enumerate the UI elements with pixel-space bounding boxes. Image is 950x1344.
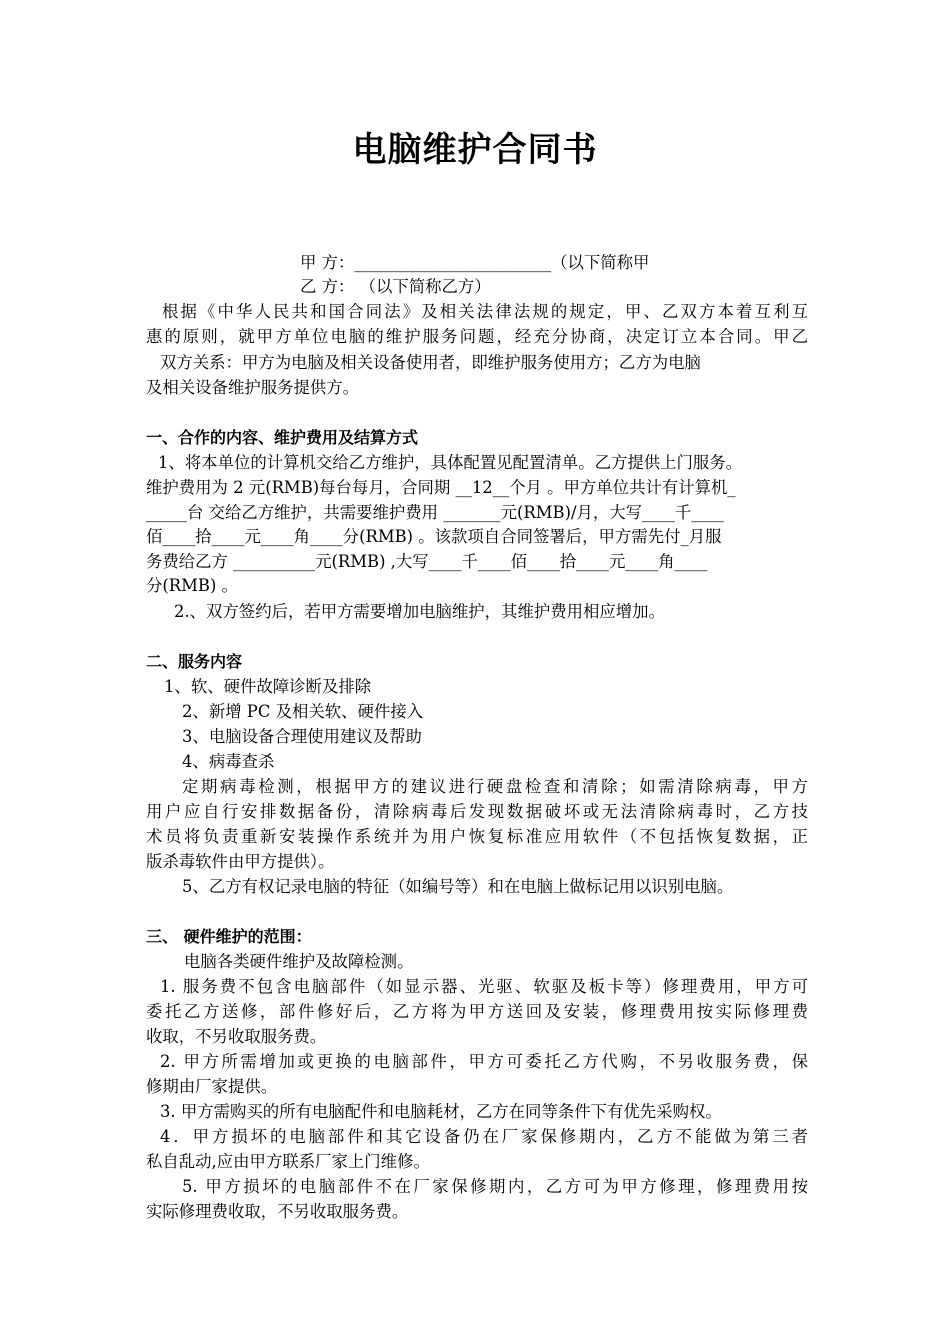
hardware-item-5-line-1: 5. 甲方损坏的电脑部件不在厂家保修期内，乙方可为甲方修理，修理费用按: [182, 1177, 808, 1196]
preamble-line-3: 双方关系：甲方为电脑及相关设备使用者，即维护服务使用方；乙方为电脑: [160, 353, 701, 372]
document-title: 电脑维护合同书: [352, 130, 598, 170]
hardware-item-2-line-2: 修期由厂家提供。: [146, 1077, 278, 1096]
hardware-item-5-line-2: 实际修理费收取，不另收取服务费。: [146, 1202, 409, 1221]
section-1-line-7: 2.、双方签约后，若甲方需要增加电脑维护，其维护费用相应增加。: [174, 602, 665, 621]
section-1-line-5: 务费给乙方 __________元(RMB) ,大写____千____佰____拾____元____角____: [146, 552, 708, 571]
service-item-5: 5、乙方有权记录电脑的特征（如编号等）和在电脑上做标记用以识别电脑。: [182, 877, 734, 896]
section-1-line-3: _____台 交给乙方维护，共需要维护费用 _______元(RMB)/月，大写____千____: [146, 503, 725, 522]
hardware-item-4-line-1: 4．甲方损坏的电脑部件和其它设备仍在厂家保修期内，乙方不能做为第三者: [160, 1127, 808, 1146]
section-1-heading: 一、合作的内容、维护费用及结算方式: [146, 428, 419, 447]
service-item-4-detail-2: 用户应自行安排数据备份，清除病毒后发现数据破坏或无法清除病毒时，乙方技: [146, 802, 808, 821]
hardware-item-1-line-3: 收取，不另收取服务费。: [146, 1027, 327, 1046]
hardware-item-1-line-2: 委托乙方送修，部件修好后，乙方将为甲方送回及安装，修理费用按实际修理费: [146, 1002, 808, 1021]
service-item-3: 3、电脑设备合理使用建议及帮助: [182, 727, 422, 746]
party-b-line: 乙 方： （以下简称乙方）: [300, 277, 491, 296]
service-item-2: 2、新增 PC 及相关软、硬件接入: [182, 702, 424, 721]
preamble-line-1: 根据《中华人民共和国合同法》及相关法律法规的规定，甲、乙双方本着互利互: [162, 302, 808, 321]
section-1-line-2: 维护费用为 2 元(RMB)每台每月，合同期 __12__个月 。甲方单位共计有计算机_: [146, 478, 736, 497]
service-item-4-detail-3: 术员将负责重新安装操作系统并为用户恢复标准应用软件（不包括恢复数据，正: [146, 827, 808, 846]
hardware-item-1-line-1: 1. 服务费不包含电脑部件（如显示器、光驱、软驱及板卡等）修理费用，甲方可: [160, 977, 808, 996]
section-3-heading: 三、 硬件维护的范围：: [146, 927, 312, 946]
hardware-item-3: 3. 甲方需购买的所有电脑配件和电脑耗材，乙方在同等条件下有优先采购权。: [160, 1102, 722, 1121]
service-item-4-detail-1: 定期病毒检测，根据甲方的建议进行硬盘检查和清除；如需清除病毒，甲方: [182, 777, 808, 796]
section-1-line-4: 佰____拾____元____角____分(RMB) 。该款项自合同签署后，甲方需先付_月服: [146, 527, 722, 546]
service-item-1: 1、软、硬件故障诊断及排除: [164, 677, 372, 696]
party-a-line: 甲 方：________________________（以下简称甲: [300, 253, 650, 272]
preamble-line-4: 及相关设备维护服务提供方。: [146, 378, 360, 397]
service-item-4: 4、病毒查杀: [182, 752, 275, 771]
section-3-intro: 电脑各类硬件维护及故障检测。: [184, 952, 414, 971]
section-1-line-1: 1、将本单位的计算机交给乙方维护，具体配置见配置清单。乙方提供上门服务。: [158, 453, 743, 472]
section-1-line-6: 分(RMB) 。: [146, 576, 238, 595]
preamble-line-2: 惠的原则，就甲方单位电脑的维护服务问题，经充分协商，决定订立本合同。甲乙: [146, 327, 808, 346]
service-item-4-detail-4: 版杀毒软件由甲方提供）。: [146, 852, 335, 871]
hardware-item-4-line-2: 私自乱动,应由甲方联系厂家上门维修。: [146, 1152, 430, 1171]
hardware-item-2-line-1: 2. 甲方所需增加或更换的电脑部件，甲方可委托乙方代购，不另收服务费，保: [160, 1052, 808, 1071]
section-2-heading: 二、服务内容: [146, 652, 243, 671]
